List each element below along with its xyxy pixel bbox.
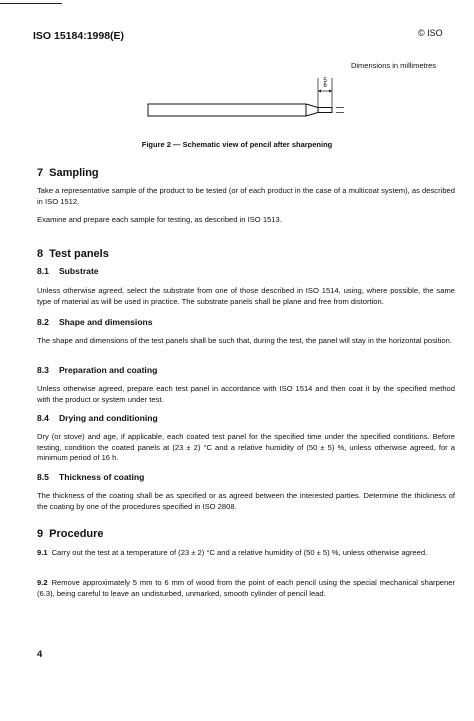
page-number: 4 xyxy=(37,649,43,660)
section-7-heading xyxy=(37,167,99,179)
figure-sep: — xyxy=(170,140,183,149)
subsection-title: Thickness of coating xyxy=(58,472,145,482)
clause-number: 9.2 xyxy=(37,578,48,587)
subsection-number: 8.4 xyxy=(37,413,49,423)
figure-label: Figure 2 xyxy=(141,140,171,149)
subsection-8-4-text: Dry (or stove) and age, if applicable, each coated test panel for the specified time under the specified conditions. Before testing, condition the coated panels at (23 ± 2) °C and a relative humidity of (50 ± 5) %, unless otherwise agreed, for a minimum period of 16 h. xyxy=(37,432,455,462)
dim-label-6: 6 xyxy=(323,83,327,89)
section-8-heading xyxy=(37,248,109,260)
units-note: Dimensions in millimetres xyxy=(350,61,436,70)
clause-number: 9.1 xyxy=(37,548,48,557)
section-title: Test panels xyxy=(49,248,109,260)
subsection-title: Shape and dimensions xyxy=(58,317,153,327)
clause-9-2 xyxy=(37,578,455,599)
subsection-8-1-text: Unless otherwise agreed, select the substrate from one of those described in ISO 1514, using, where possible, the same type of material as will be used in practice. The substrate panels shall be plane and free from distortion. xyxy=(37,286,455,306)
subsection-8-2-heading xyxy=(37,317,153,327)
subsection-8-3-text: Unless otherwise agreed, prepare each test panel in accordance with ISO 1514 and then coat it by the specified method with the product or system under test. xyxy=(37,384,455,404)
subsection-8-5-text: The thickness of the coating shall be as specified or as agreed between the interested parties. Determine the thickness of the coating by one of the procedures specified in ISO 2808. xyxy=(37,491,455,511)
section-9-heading xyxy=(37,528,104,540)
section-7-para-2: Examine and prepare each sample for testing, as described in ISO 1513. xyxy=(37,215,282,224)
clause-text: Carry out the test at a temperature of (23 ± 2) °C and a relative humidity of (50 ± 5) %, unless otherwise agreed. xyxy=(51,548,428,557)
subsection-number: 8.5 xyxy=(37,472,49,482)
section-number: 7 xyxy=(37,167,44,179)
figure-title: Schematic view of pencil after sharpening xyxy=(182,140,333,149)
subsection-8-1-heading xyxy=(37,266,99,276)
section-number: 9 xyxy=(37,528,44,540)
subsection-title: Preparation and coating xyxy=(58,365,158,375)
subsection-8-2-text: The shape and dimensions of the test panels shall be such that, during the test, the panel will stay in the horizontal position. xyxy=(37,336,452,345)
figure-caption xyxy=(0,140,474,149)
copyright-mark: © ISO xyxy=(418,28,443,38)
dim-label-5: 5 xyxy=(323,78,327,84)
subsection-title: Drying and conditioning xyxy=(58,413,158,423)
subsection-number: 8.3 xyxy=(37,365,49,375)
pencil-lead xyxy=(318,108,332,113)
subsection-number: 8.2 xyxy=(37,317,49,327)
section-title: Sampling xyxy=(49,167,99,179)
subsection-8-5-heading xyxy=(37,472,144,482)
section-number: 8 xyxy=(37,248,44,260)
subsection-8-4-heading xyxy=(37,413,158,423)
clause-text: Remove approximately 5 mm to 6 mm of wood from the point of each pencil using the special mechanical sharpener (6.3), being careful to leave an undisturbed, unmarked, smooth cylinder of pencil lead. xyxy=(37,578,455,598)
subsection-number: 8.1 xyxy=(37,266,49,276)
clause-9-1 xyxy=(37,548,455,559)
subsection-8-3-heading xyxy=(37,365,157,375)
pencil-body xyxy=(148,104,306,116)
section-title: Procedure xyxy=(49,528,104,540)
standard-id: ISO 15184:1998(E) xyxy=(33,30,125,42)
subsection-title: Substrate xyxy=(58,266,99,276)
section-7-para-1: Take a representative sample of the product to be tested (or of each product in the case of a multicoat system), as described in ISO 1512. xyxy=(37,186,455,206)
pencil-cone xyxy=(306,104,318,116)
pencil-diagram xyxy=(0,0,474,160)
